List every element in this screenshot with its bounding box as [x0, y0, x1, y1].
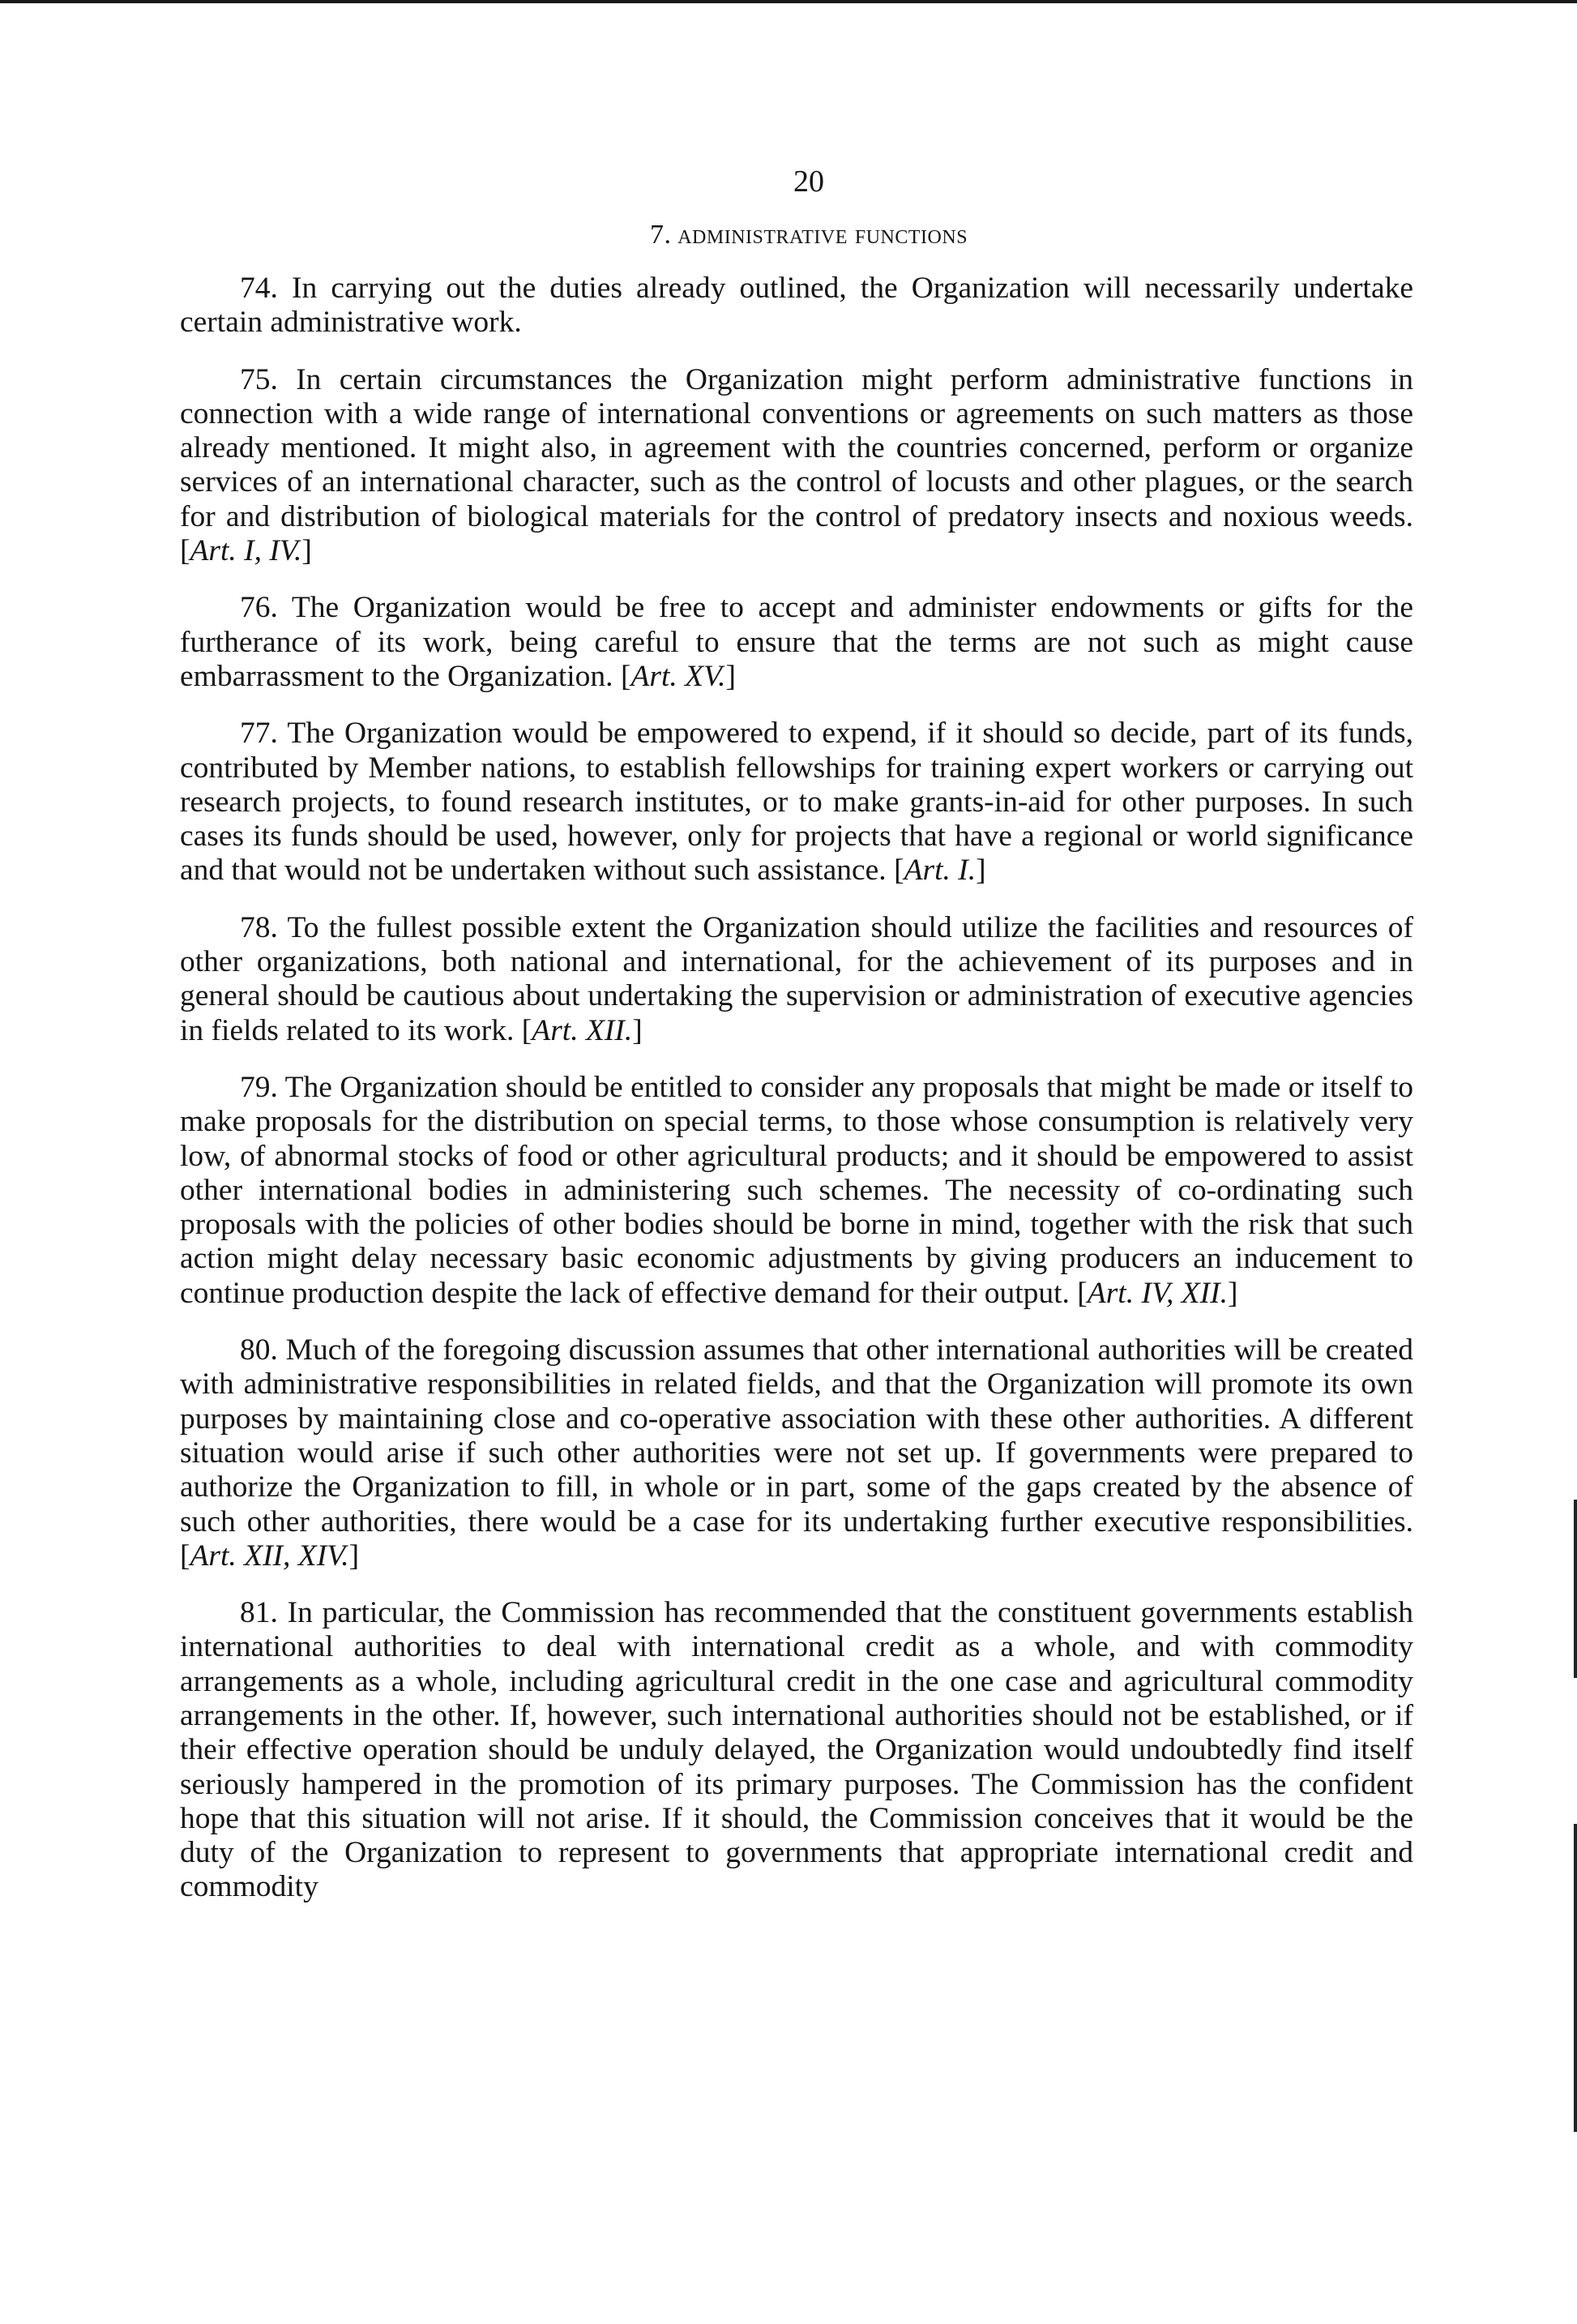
article-citation: Art. XV. — [630, 659, 726, 693]
reference-open-bracket: [ — [521, 1013, 532, 1047]
paragraph-text: The Organization would be free to accept and administer endowments or gifts for the furtherance of its work, being careful to ensure that the terms are not such as might cause embarrassment to the Organization. — [180, 591, 1414, 693]
paragraph-text: Much of the foregoing discussion assumes that other international authorities will be created with administrative responsibilities in related fields, and that the Organization will promote its own purposes by maintaining close and co-operative association with these other authorities. A different situation would arise if such other authorities were not set up. If governments were prepared to authorize the Organization to fill, in whole or in part, some of the gaps created by the absence of such other authorities, there would be a case for its undertaking further executive responsibilities. — [180, 1333, 1413, 1539]
article-citation: Art. I. — [904, 854, 977, 888]
paragraph-77 — [180, 717, 1413, 888]
reference-open-bracket: [ — [620, 659, 631, 693]
paragraph-number: 79. — [240, 1070, 278, 1104]
paragraph-79 — [180, 1071, 1413, 1311]
paragraph-text: In particular, the Commission has recommended that the constituent governments establish international authorities to deal with international credit as a whole, and with commodity arrangements as a whole, including agricultural credit in the one case and agricultural commodity arrangements in the other. If, however, such international authorities should not be established, or if their effective operation should be unduly delayed, the Organization would undoubtedly find itself seriously hampered in the promotion of its primary purposes. The Commission has the confident hope that this situation will not arise. If it should, the Commission conceives that it would be the duty of the Organization to represent to governments that appropriate international credit and commodity — [180, 1596, 1413, 1904]
article-reference — [1077, 1277, 1237, 1310]
reference-open-bracket: [ — [1077, 1276, 1088, 1310]
article-citation: Art. I, IV. — [190, 534, 302, 568]
paragraph-number: 77. — [240, 717, 278, 751]
scan-edge-mark — [1574, 1824, 1577, 2132]
reference-close-bracket: ] — [632, 1013, 643, 1047]
reference-close-bracket: ] — [301, 534, 312, 568]
reference-open-bracket: [ — [180, 1539, 190, 1573]
page-top-rule — [0, 0, 1577, 3]
paragraph-75 — [180, 363, 1413, 569]
article-reference — [522, 1014, 643, 1047]
section-heading — [180, 219, 1413, 252]
article-citation: Art. XII. — [532, 1013, 633, 1047]
paragraph-text: To the fullest possible extent the Organization should utilize the facilities and resources of other organizations, both national and international, for the achievement of its purposes and in general should be cautious about undertaking the supervision or administration of executive agencies in fields related to its work. — [180, 910, 1413, 1047]
scan-edge-mark — [1574, 1500, 1577, 1678]
paragraph-number: 81. — [240, 1596, 278, 1630]
article-reference — [894, 854, 986, 887]
paragraph-80 — [180, 1333, 1413, 1573]
reference-open-bracket: [ — [180, 534, 190, 568]
article-citation: Art. IV, XII. — [1087, 1276, 1229, 1310]
article-citation: Art. XII, XIV. — [190, 1539, 349, 1573]
section-number: 7. — [649, 220, 672, 250]
paragraph-number: 80. — [240, 1333, 278, 1367]
paragraph-76 — [180, 591, 1413, 694]
reference-close-bracket: ] — [976, 854, 986, 888]
paragraph-text: The Organization would be empowered to expend, if it should so decide, part of its funds, contributed by Member nations, to establish fellowships for training expert workers or carrying out research projects, to found research institutes, or to make grants-in-aid for other purposes. In such cases its funds should be used, however, only for projects that have a regional or world significance and that would not be undertaken without such assistance. — [180, 717, 1413, 888]
paragraph-number: 78. — [240, 910, 278, 944]
reference-open-bracket: [ — [894, 854, 904, 888]
reference-close-bracket: ] — [1228, 1276, 1238, 1310]
document-page — [180, 162, 1413, 1928]
paragraph-number: 74. — [240, 272, 278, 305]
article-reference — [180, 534, 312, 567]
paragraph-text: In carrying out the duties already outlined, the Organization will necessarily undertake certain administrative work. — [180, 272, 1413, 340]
page-number: 20 — [793, 165, 824, 199]
reference-close-bracket: ] — [725, 659, 736, 693]
paragraph-text: In certain circumstances the Organization might perform administrative functions in connection with a wide range of international conventions or agreements on such matters as those already mentioned. It might also, in agreement with the countries concerned, perform or organize services of an international character, such as the control of locusts and other plagues, or the search for and distribution of biological materials for the control of predatory insects and noxious weeds. — [180, 362, 1413, 533]
paragraph-78 — [180, 911, 1413, 1048]
paragraph-number: 75. — [240, 362, 278, 396]
paragraph-number: 76. — [240, 591, 278, 625]
paragraph-81 — [180, 1596, 1413, 1905]
paragraph-74 — [180, 272, 1413, 340]
article-reference — [180, 1539, 359, 1573]
paragraph-text: The Organization should be entitled to consider any proposals that might be made or itself to make proposals for the distribution on special terms, to those whose consumption is relatively very low, of abnormal stocks of food or other agricultural products; and it should be empowered to assist other international bodies in administering such schemes. The necessity of co-ordinating such proposals with the policies of other bodies should be borne in mind, together with the risk that such action might delay necessary basic economic adjustments by giving producers an inducement to continue production despite the lack of effective demand for their output. — [180, 1070, 1413, 1310]
reference-close-bracket: ] — [348, 1539, 360, 1573]
section-title: administrative functions — [677, 220, 968, 250]
article-reference — [621, 660, 736, 693]
